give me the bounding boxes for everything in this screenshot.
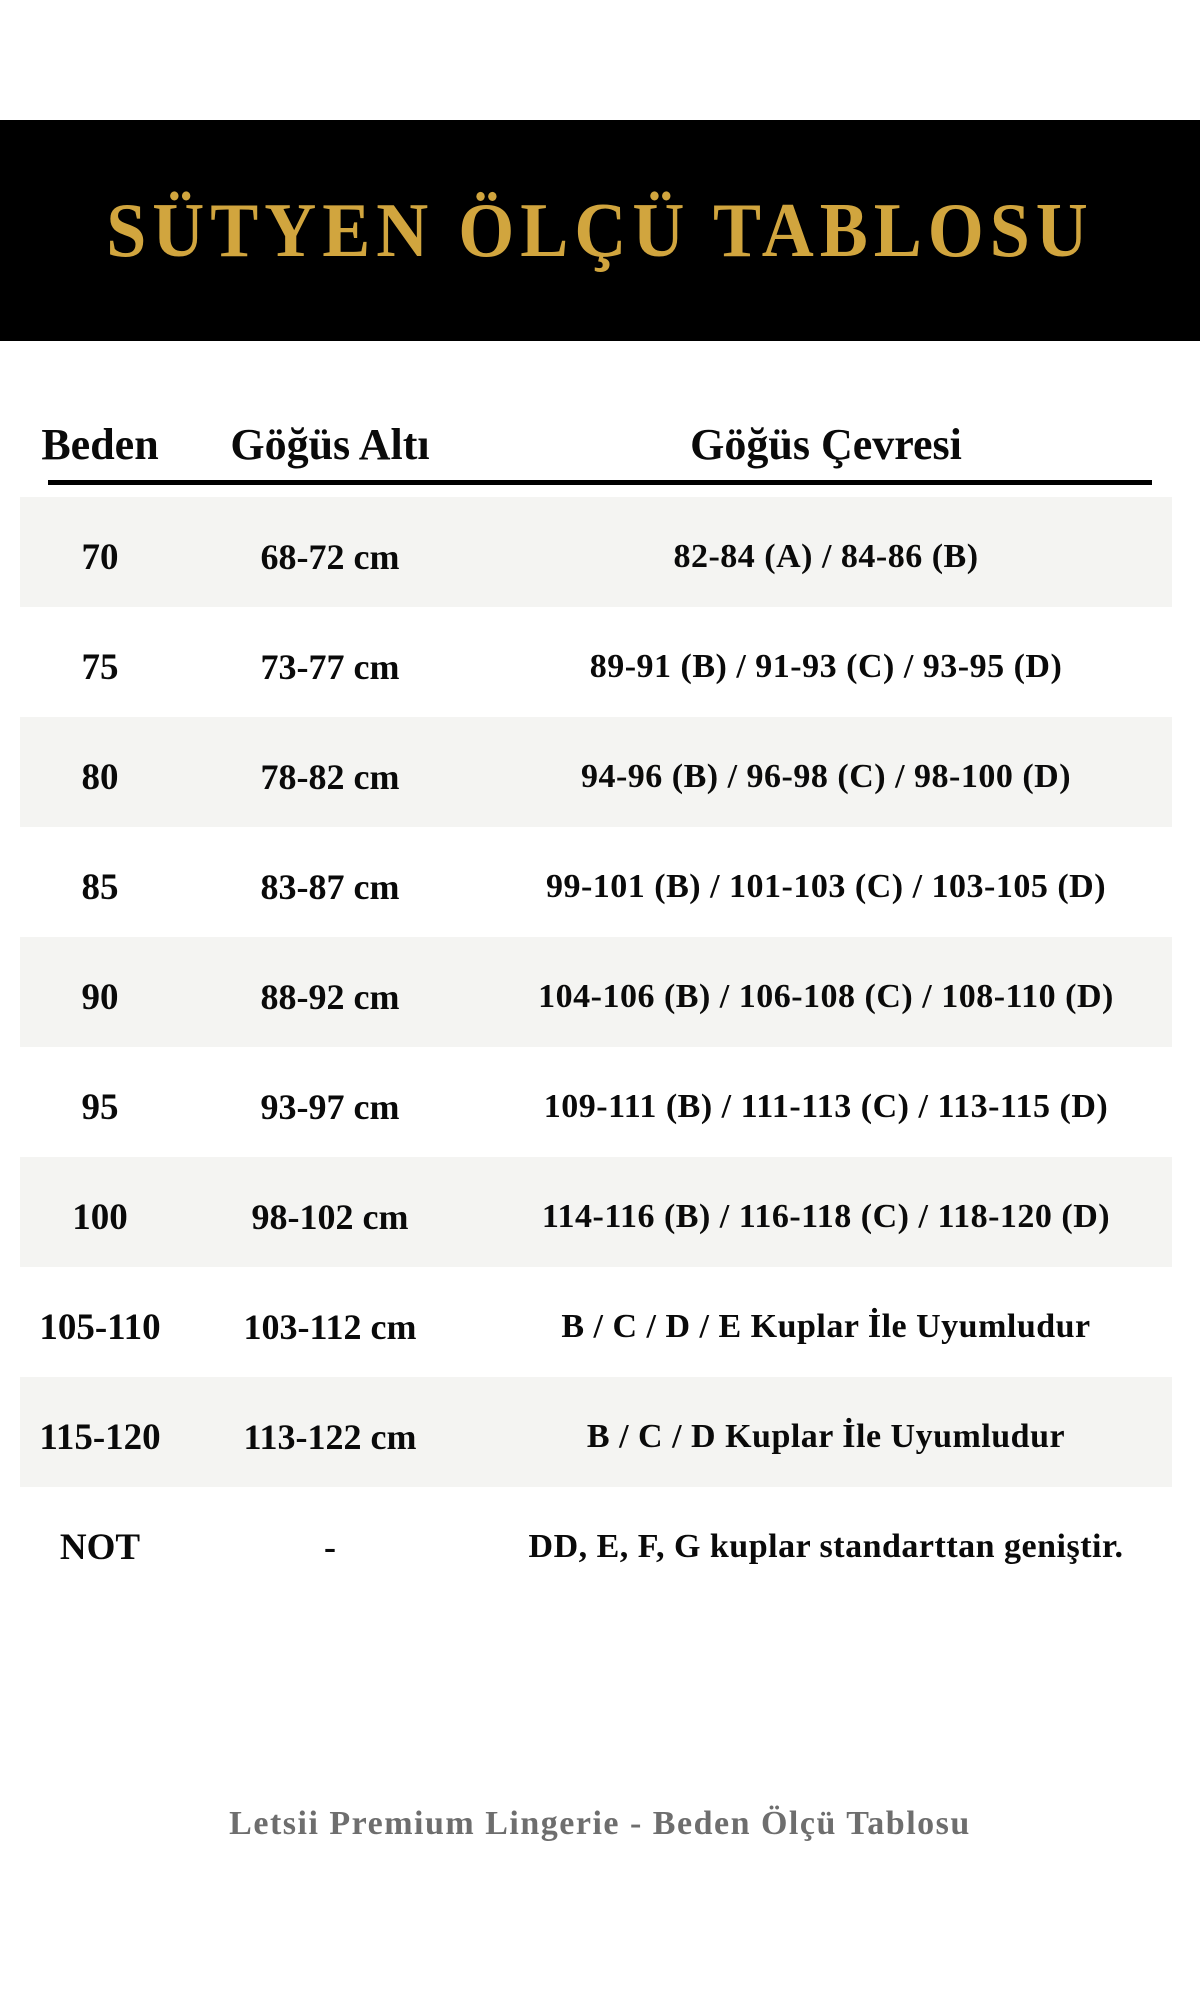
cell-gogus-cevresi: 104-106 (B) / 106-108 (C) / 108-110 (D)	[538, 978, 1114, 1015]
page-title: SÜTYEN ÖLÇÜ TABLOSU	[106, 186, 1094, 274]
cell-gogus-alti: 93-97 cm	[260, 1087, 400, 1127]
table-row	[20, 1267, 1172, 1377]
cell-beden: 100	[72, 1196, 128, 1238]
col-header-gogus-alti: Göğüs Altı	[230, 420, 430, 469]
cell-gogus-cevresi: 114-116 (B) / 116-118 (C) / 118-120 (D)	[541, 1198, 1111, 1235]
cell-beden: 115-120	[39, 1416, 161, 1458]
col-header-gogus-cevresi: Göğüs Çevresi	[690, 420, 962, 469]
cell-gogus-cevresi: 82-84 (A) / 84-86 (B)	[673, 538, 979, 575]
cell-gogus-alti: 68-72 cm	[260, 537, 400, 577]
cell-gogus-cevresi: 99-101 (B) / 101-103 (C) / 103-105 (D)	[545, 868, 1107, 905]
table-row	[20, 1377, 1172, 1487]
cell-beden: 70	[81, 536, 119, 578]
cell-beden: 90	[81, 976, 119, 1018]
cell-gogus-alti: 73-77 cm	[260, 647, 400, 687]
title-banner	[0, 120, 1200, 341]
cell-beden: 85	[81, 866, 119, 908]
footer-text: Letsii Premium Lingerie - Beden Ölçü Tablosu	[229, 1805, 971, 1842]
table-body	[20, 497, 1172, 1597]
cell-beden: 95	[81, 1086, 119, 1128]
cell-beden: 75	[81, 646, 119, 688]
table-row	[20, 1047, 1172, 1157]
table-row	[20, 827, 1172, 937]
cell-gogus-alti: 113-122 cm	[243, 1417, 417, 1457]
cell-beden: 105-110	[39, 1306, 161, 1348]
header-divider	[48, 480, 1152, 485]
table-row	[20, 607, 1172, 717]
cell-gogus-cevresi: DD, E, F, G kuplar standarttan geniştir.	[528, 1528, 1124, 1565]
table-row	[20, 717, 1172, 827]
col-header-beden: Beden	[41, 420, 159, 469]
cell-gogus-alti: 98-102 cm	[251, 1197, 409, 1237]
cell-gogus-cevresi: B / C / D / E Kuplar İle Uyumludur	[561, 1308, 1091, 1345]
table-row	[20, 497, 1172, 607]
cell-gogus-alti: 83-87 cm	[260, 867, 400, 907]
table-header-row	[20, 418, 1172, 470]
cell-gogus-alti: 78-82 cm	[260, 757, 400, 797]
cell-gogus-cevresi: 109-111 (B) / 111-113 (C) / 113-115 (D)	[543, 1088, 1109, 1125]
cell-gogus-alti: 103-112 cm	[243, 1307, 417, 1347]
table-row	[20, 1487, 1172, 1597]
size-table	[20, 418, 1172, 1597]
table-row	[20, 937, 1172, 1047]
cell-beden: NOT	[59, 1526, 141, 1568]
cell-gogus-cevresi: B / C / D Kuplar İle Uyumludur	[586, 1418, 1066, 1455]
cell-gogus-cevresi: 89-91 (B) / 91-93 (C) / 93-95 (D)	[589, 648, 1063, 685]
cell-gogus-alti: 88-92 cm	[260, 977, 400, 1017]
cell-beden: 80	[81, 756, 119, 798]
table-row	[20, 1157, 1172, 1267]
cell-gogus-alti: -	[324, 1527, 336, 1567]
cell-gogus-cevresi: 94-96 (B) / 96-98 (C) / 98-100 (D)	[580, 758, 1072, 795]
